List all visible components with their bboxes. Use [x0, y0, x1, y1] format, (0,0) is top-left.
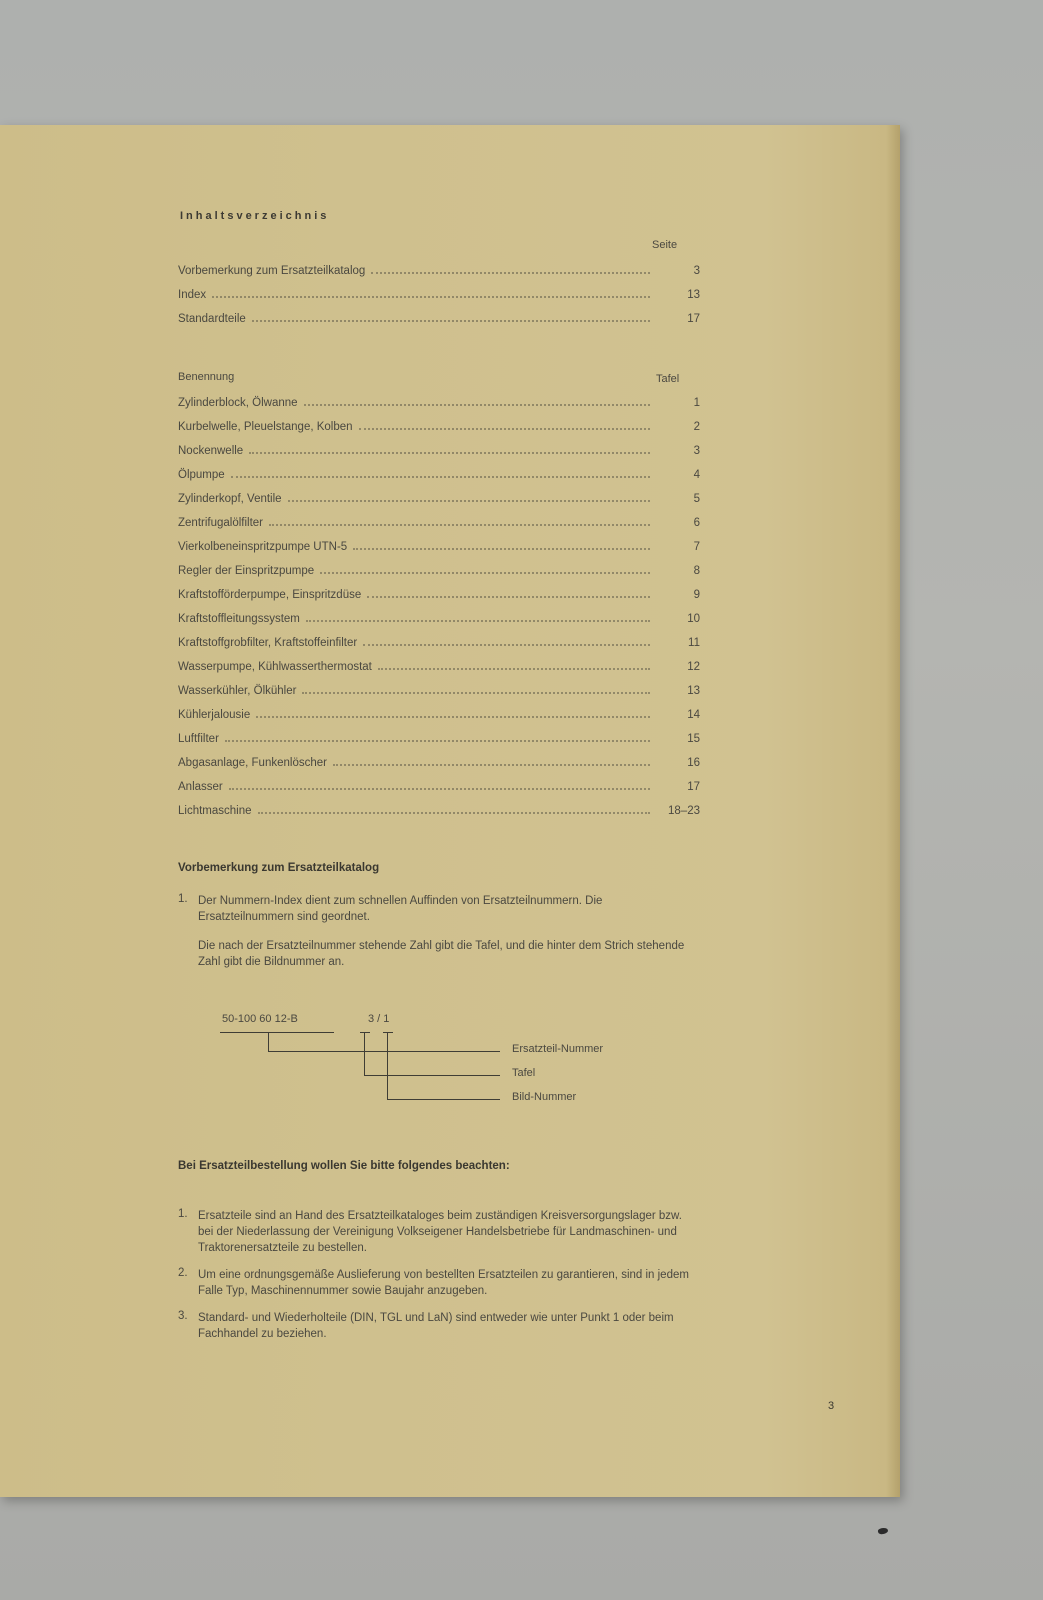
dot-leader — [212, 295, 650, 298]
toc-row — [178, 589, 700, 613]
toc-label: Nockenwelle — [178, 445, 244, 457]
dot-leader — [304, 403, 650, 406]
toc-page: 13 — [687, 289, 700, 301]
toc-row — [178, 709, 700, 733]
plate-list — [178, 397, 700, 829]
toc-label: Abgasanlage, Funkenlöscher — [178, 757, 327, 769]
dot-leader — [359, 427, 650, 430]
toc-page: 13 — [687, 685, 700, 697]
toc-label: Kraftstoffleitungssystem — [178, 613, 300, 625]
dot-leader — [258, 811, 650, 814]
toc-page: 3 — [693, 445, 700, 457]
toc-row — [178, 613, 700, 637]
column-header-plate: Tafel — [656, 373, 680, 385]
preface-title: Vorbemerkung zum Ersatzteilkatalog — [178, 862, 380, 874]
dust-speck — [877, 1527, 888, 1535]
tick-image — [387, 1032, 388, 1100]
preface-paragraph-2: Die nach der Ersatzteilnummer stehende Zahl gibt die Tafel, und die hinter dem Strich stehende Zahl gibt die Bildnummer an. — [198, 940, 685, 968]
dot-leader — [256, 715, 650, 718]
order-number: 2. — [178, 1267, 188, 1279]
dot-leader — [371, 271, 650, 274]
toc-row — [178, 757, 700, 781]
toc-page: 15 — [687, 733, 700, 745]
toc-label: Luftfilter — [178, 733, 219, 745]
dot-leader — [269, 523, 650, 526]
cap-image — [383, 1032, 393, 1033]
toc-row — [178, 565, 700, 589]
dot-leader — [333, 763, 650, 766]
toc-row — [178, 469, 700, 493]
dot-leader — [288, 499, 650, 502]
toc-label: Index — [178, 289, 207, 301]
dot-leader — [249, 451, 650, 454]
dot-leader — [231, 475, 650, 478]
leader-plate — [364, 1075, 500, 1076]
toc-label: Kraftstofförderpumpe, Einspritzdüse — [178, 589, 362, 601]
toc-label: Ölpumpe — [178, 469, 225, 481]
toc-page: 17 — [687, 781, 700, 793]
toc-label: Anlasser — [178, 781, 223, 793]
label-part-number: Ersatzteil-Nummer — [512, 1043, 604, 1055]
toc-label: Kühlerjalousie — [178, 709, 251, 721]
toc-title: Inhaltsverzeichnis — [180, 210, 330, 222]
toc-label: Vierkolbeneinspritzpumpe UTN-5 — [178, 541, 348, 553]
toc-label: Vorbemerkung zum Ersatzteilkatalog — [178, 265, 366, 277]
toc-row — [178, 445, 700, 469]
toc-row — [178, 289, 700, 313]
diagram-reference: 3 / 1 — [368, 1013, 390, 1025]
dot-leader — [229, 787, 650, 790]
toc-row — [178, 541, 700, 565]
dot-leader — [378, 667, 650, 670]
dot-leader — [302, 691, 650, 694]
toc-label: Zylinderkopf, Ventile — [178, 493, 282, 505]
tick-plate — [364, 1032, 365, 1076]
cap-plate — [360, 1032, 370, 1033]
dot-leader — [367, 595, 650, 598]
toc-page: 4 — [693, 469, 700, 481]
tick-part-number — [268, 1032, 269, 1052]
leader-part-number — [268, 1051, 500, 1052]
toc-row — [178, 517, 700, 541]
dot-leader — [306, 619, 650, 622]
toc-page: 17 — [687, 313, 700, 325]
dot-leader — [363, 643, 650, 646]
toc-label: Zentrifugalölfilter — [178, 517, 264, 529]
toc-page: 2 — [693, 421, 700, 433]
column-header-name: Benennung — [178, 371, 235, 383]
dot-leader — [353, 547, 650, 550]
toc-row — [178, 397, 700, 421]
catalog-page — [0, 125, 900, 1497]
toc-row — [178, 637, 700, 661]
toc-page: 7 — [693, 541, 700, 553]
toc-row — [178, 313, 700, 337]
toc-label: Lichtmaschine — [178, 805, 252, 817]
label-image-number: Bild-Nummer — [512, 1091, 577, 1103]
toc-page: 18–23 — [668, 805, 700, 817]
order-number: 1. — [178, 1208, 188, 1220]
column-header-page: Seite — [652, 239, 678, 251]
toc-row — [178, 685, 700, 709]
toc-page: 8 — [693, 565, 700, 577]
order-number: 3. — [178, 1310, 188, 1322]
toc-label: Standardteile — [178, 313, 246, 325]
front-matter-list — [178, 265, 700, 337]
underline-part-number — [220, 1032, 334, 1033]
toc-page: 1 — [693, 397, 700, 409]
dot-leader — [320, 571, 650, 574]
toc-row — [178, 265, 700, 289]
toc-page: 12 — [687, 661, 700, 673]
toc-row — [178, 805, 700, 829]
toc-page: 6 — [693, 517, 700, 529]
toc-page: 16 — [687, 757, 700, 769]
toc-page: 3 — [693, 265, 700, 277]
toc-label: Kraftstoffgrobfilter, Kraftstoffeinfilter — [178, 637, 358, 649]
order-title: Bei Ersatzteilbestellung wollen Sie bitte folgendes beachten: — [178, 1160, 510, 1172]
toc-page: 5 — [693, 493, 700, 505]
toc-page: 14 — [687, 709, 700, 721]
order-item-text: Ersatzteile sind an Hand des Ersatzteilkataloges beim zuständigen Kreisversorgungslager bzw. bei der Niederlassung der Vereinigung Volkseigener Handelsbetriebe für Landmaschinen- und Traktorenersatzteile zu bestellen. — [198, 1210, 682, 1254]
toc-label: Kurbelwelle, Pleuelstange, Kolben — [178, 421, 353, 433]
order-item-text: Standard- und Wiederholteile (DIN, TGL und LaN) sind entweder wie unter Punkt 1 oder beim Fachhandel zu beziehen. — [198, 1312, 674, 1340]
diagram-part-number: 50-100 60 12-B — [222, 1013, 298, 1025]
toc-row — [178, 661, 700, 685]
toc-row — [178, 493, 700, 517]
toc-row — [178, 421, 700, 445]
toc-label: Regler der Einspritzpumpe — [178, 565, 315, 577]
page-number: 3 — [828, 1400, 835, 1412]
dot-leader — [225, 739, 650, 742]
preface-paragraph-1: Der Nummern-Index dient zum schnellen Auffinden von Ersatzteilnummern. Die Ersatzteilnummern sind geordnet. — [198, 895, 603, 923]
toc-label: Wasserpumpe, Kühlwasserthermostat — [178, 661, 372, 673]
part-number-diagram — [210, 1013, 660, 1123]
preface-number: 1. — [178, 893, 188, 905]
toc-page: 10 — [687, 613, 700, 625]
order-item-text: Um eine ordnungsgemäße Auslieferung von bestellten Ersatzteilen zu garantieren, sind in jedem Falle Typ, Maschinennummer sowie Baujahr anzugeben. — [198, 1269, 689, 1297]
toc-row — [178, 733, 700, 757]
toc-page: 11 — [688, 637, 700, 649]
toc-label: Wasserkühler, Ölkühler — [178, 685, 297, 697]
toc-label: Zylinderblock, Ölwanne — [178, 397, 298, 409]
leader-image — [387, 1099, 500, 1100]
dot-leader — [252, 319, 650, 322]
label-plate: Tafel — [512, 1067, 536, 1079]
toc-page: 9 — [693, 589, 700, 601]
toc-row — [178, 781, 700, 805]
